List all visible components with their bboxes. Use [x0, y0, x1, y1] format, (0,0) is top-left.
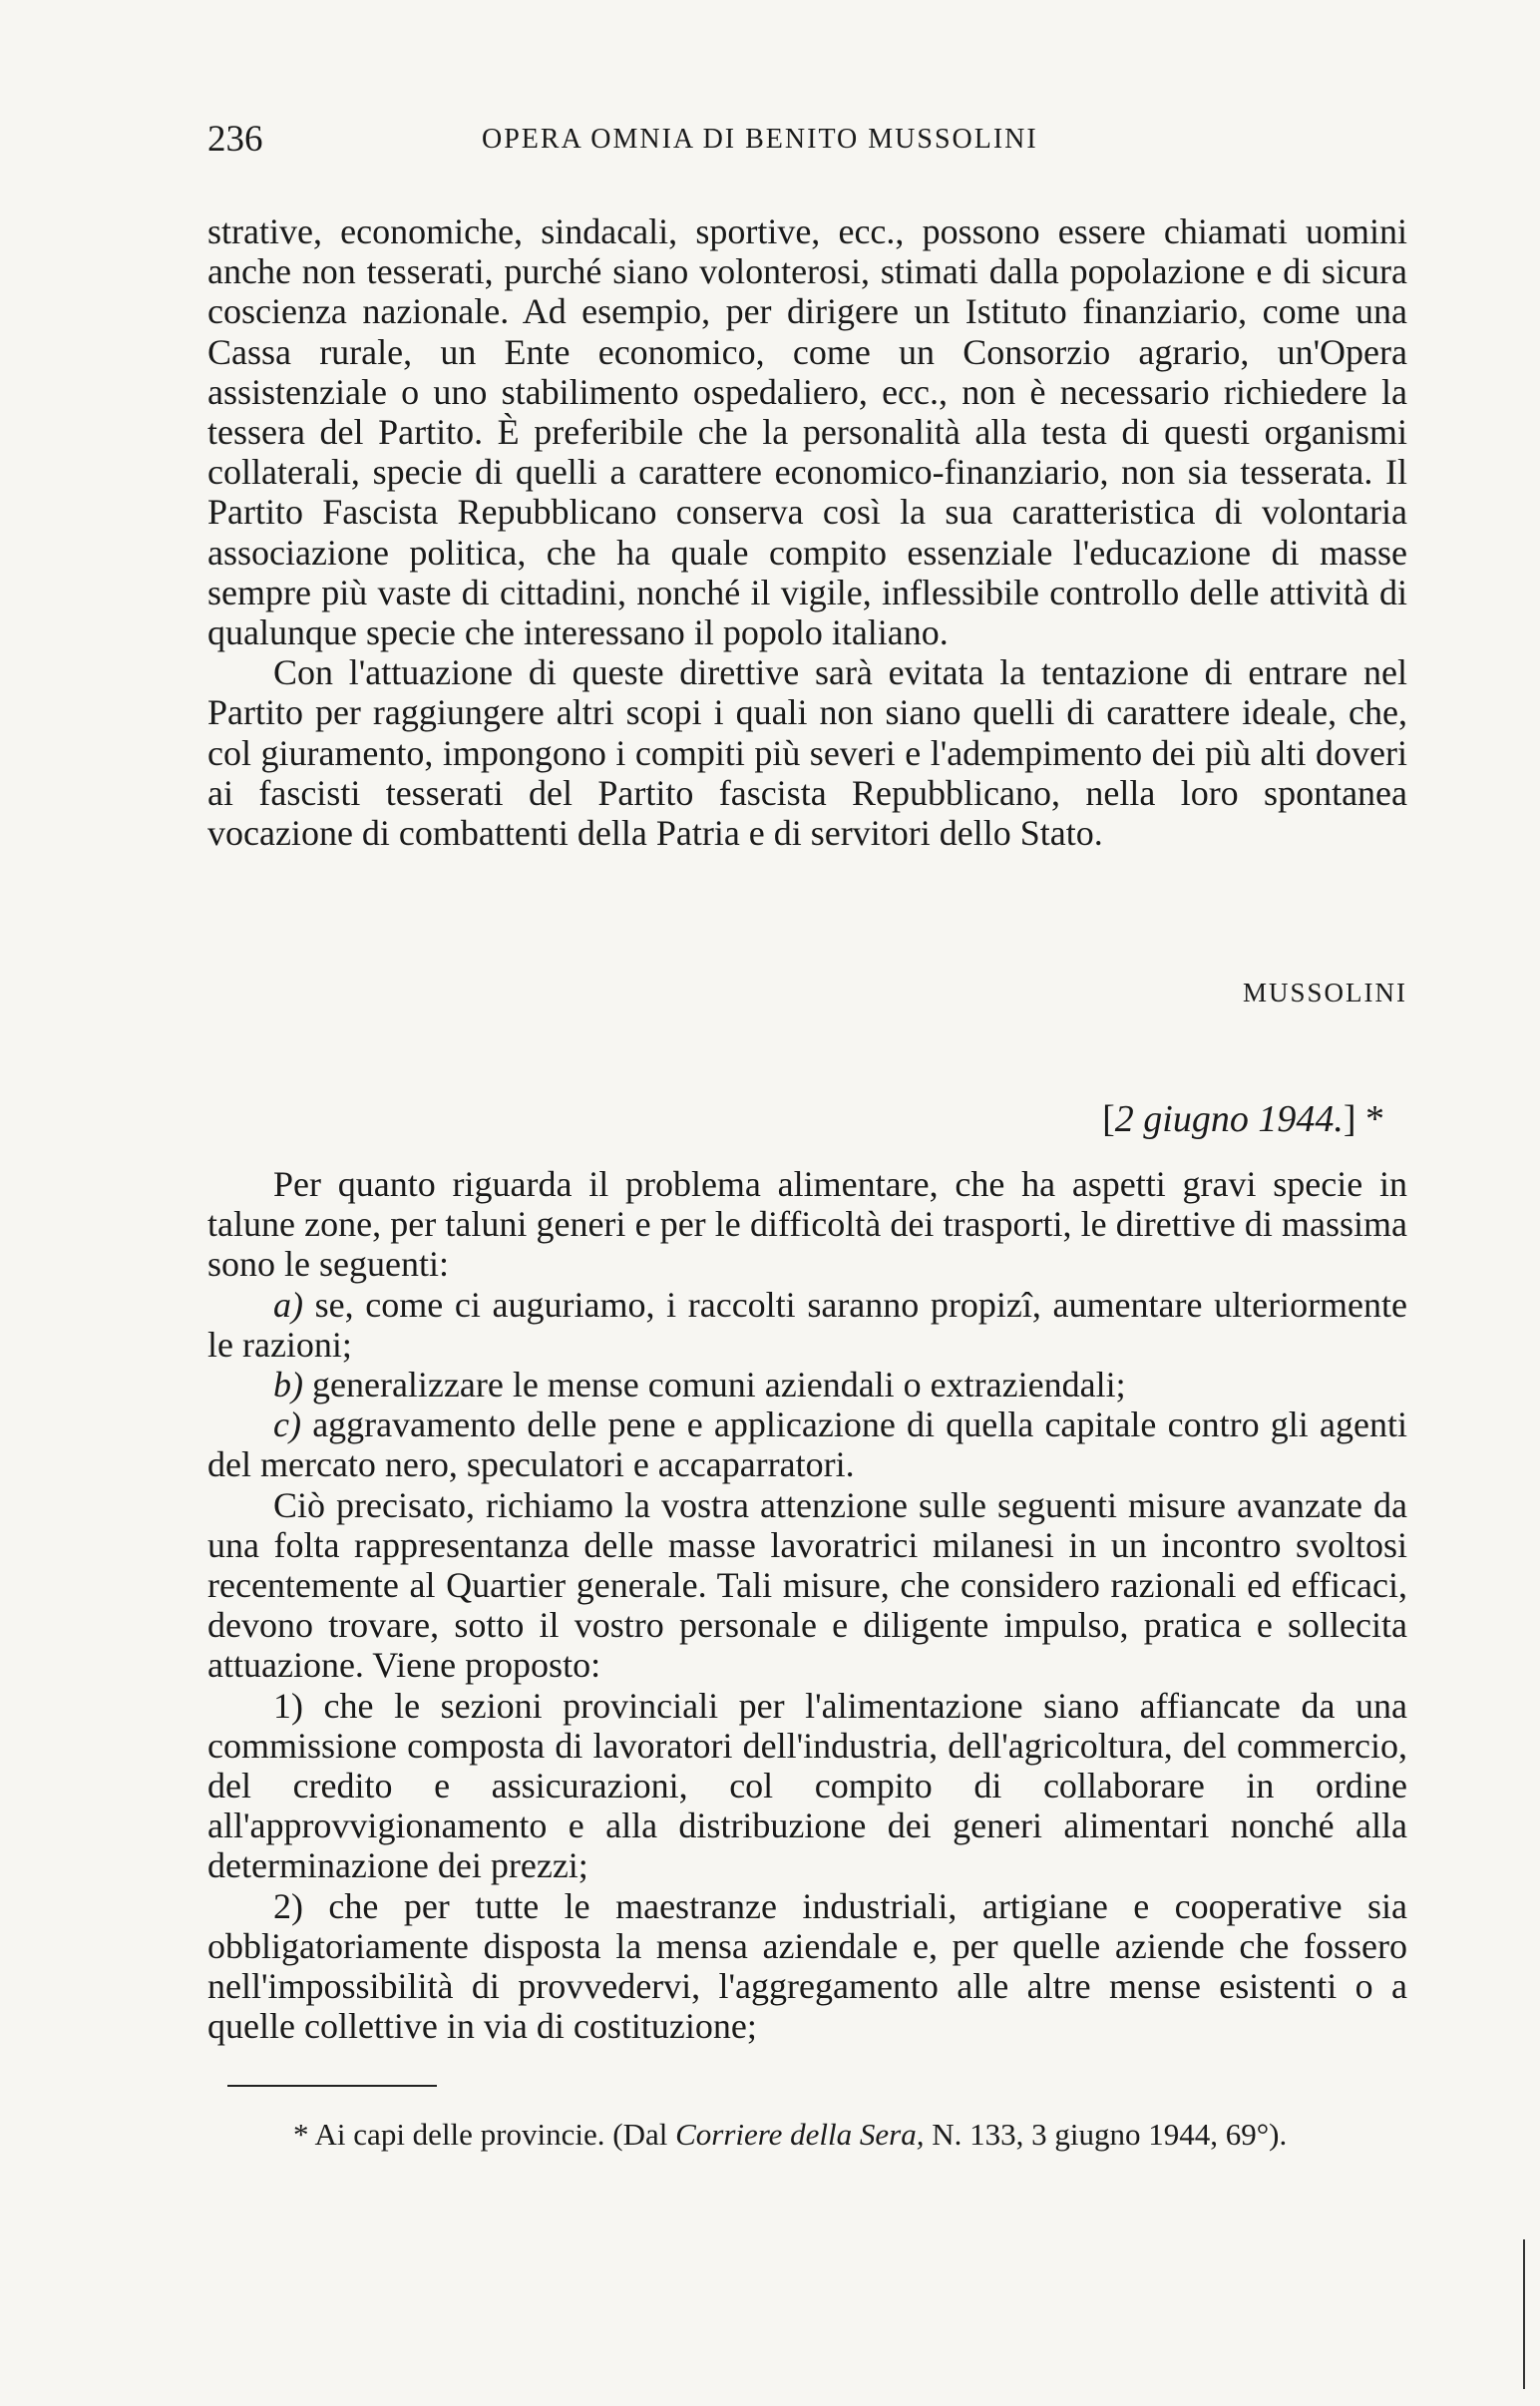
date-open-bracket: [ [1102, 1098, 1115, 1140]
footnote-text: Ai capi delle provincie. (Dal [314, 2117, 668, 2152]
footnote-reference-mark: * [1365, 1098, 1384, 1140]
footnote [227, 2113, 1416, 2157]
list-item-b [207, 1365, 1407, 1404]
list-item-text: se, come ci auguriamo, i raccolti saranno propizî, aumentare ulteriormente le razioni; [207, 1284, 1408, 1365]
list-marker: b) [273, 1365, 303, 1405]
list-marker: c) [273, 1404, 301, 1445]
page-number: 236 [207, 119, 263, 160]
body-paragraph: Ciò precisato, richiamo la vostra attenzione sulle seguenti misure avanzate da una folta rappresentanza delle masse lavoratrici milanesi in un incontro svoltosi recentemente al Quartier generale. Tali misure, che considero razionali ed efficaci, devono trovare, sotto il vostro personale e diligente impulso, pratica e sollecita attuazione. Viene proposto: [207, 1484, 1407, 1686]
body-paragraph: Per quanto riguarda il problema alimentare, che ha aspetti gravi specie in talune zone, per taluni generi e per le difficoltà dei trasporti, le direttive di massima sono le seguenti: [207, 1164, 1407, 1285]
list-item-a [207, 1285, 1407, 1365]
numbered-item: 2) che per tutte le maestranze industriali, artigiane e cooperative sia obbligatoriamente disposta la mensa aziendale e, per quelle aziende che fossero nell'impossibilità di provvedervi, l'aggregamento alle altre mense esistenti o a quelle collettive in via di costituzione; [207, 1885, 1407, 2047]
footnote-source: Corriere della Sera, [675, 2117, 925, 2152]
date-close-bracket: ] [1343, 1098, 1356, 1140]
date-text: giugno 1944. [1143, 1098, 1344, 1140]
running-head: OPERA OMNIA DI BENITO MUSSOLINI [482, 124, 1038, 155]
numbered-item: 1) che le sezioni provinciali per l'alimentazione siano affiancate da una commissione composta di lavoratori dell'industria, dell'agricoltura, del commercio, del credito e assicurazioni, col compito di collaborare in ordine all'approvvigionamento e alla distribuzione dei generi alimentari nonché alla determinazione dei prezzi; [207, 1685, 1407, 1886]
date-day: 2 [1114, 1098, 1134, 1140]
footnote-mark: * [293, 2117, 309, 2152]
list-item-c [207, 1404, 1407, 1484]
list-item-text: generalizzare le mense comuni aziendali o extraziendali; [312, 1365, 1126, 1405]
footnote-rule [227, 2085, 437, 2087]
list-item-text: aggravamento delle pene e applicazione di quella capitale contro gli agenti del mercato nero, speculatori e accaparratori. [207, 1404, 1407, 1485]
letter-body-food [207, 1164, 1407, 2046]
date-heading [1102, 1097, 1384, 1141]
signature: MUSSOLINI [1242, 978, 1407, 1007]
body-paragraph: strative, economiche, sindacali, sportive, ecc., possono essere chiamati uomini anche non tesserati, purché siano volonterosi, stimati dalla popolazione e di sicura coscienza nazionale. Ad esempio, per dirigere un Istituto finanziario, come una Cassa rurale, un Ente economico, come un Consorzio agrario, un'Opera assistenziale o uno stabilimento ospedaliero, ecc., non è necessario richiedere la tessera del Partito. È preferibile che la personalità alla testa di questi organismi collaterali, specie di quelli a carattere economico-finanziario, non sia tesserata. Il Partito Fascista Repubblicano conserva così la sua caratteristica di volontaria associazione politica, che ha quale compito essenziale l'educazione di masse sempre più vaste di cittadini, nonché il vigile, inflessibile controllo delle attività di qualunque specie che interessano il popolo italiano. [207, 211, 1407, 653]
scan-edge-mark [1523, 2239, 1525, 2389]
letter-body-continued [207, 211, 1407, 853]
body-paragraph: Con l'attuazione di queste direttive sarà evitata la tentazione di entrare nel Partito per raggiungere altri scopi i quali non siano quelli di carattere ideale, che, col giuramento, impongono i compiti più severi e l'adempimento dei più alti doveri ai fascisti tesserati del Partito fascista Repubblicano, nella loro spontanea vocazione di combattenti della Patria e di servitori dello Stato. [207, 652, 1407, 854]
page-header [207, 118, 1205, 168]
footnote-text-end: N. 133, 3 giugno 1944, 69°). [932, 2117, 1288, 2152]
list-marker: a) [273, 1284, 303, 1325]
